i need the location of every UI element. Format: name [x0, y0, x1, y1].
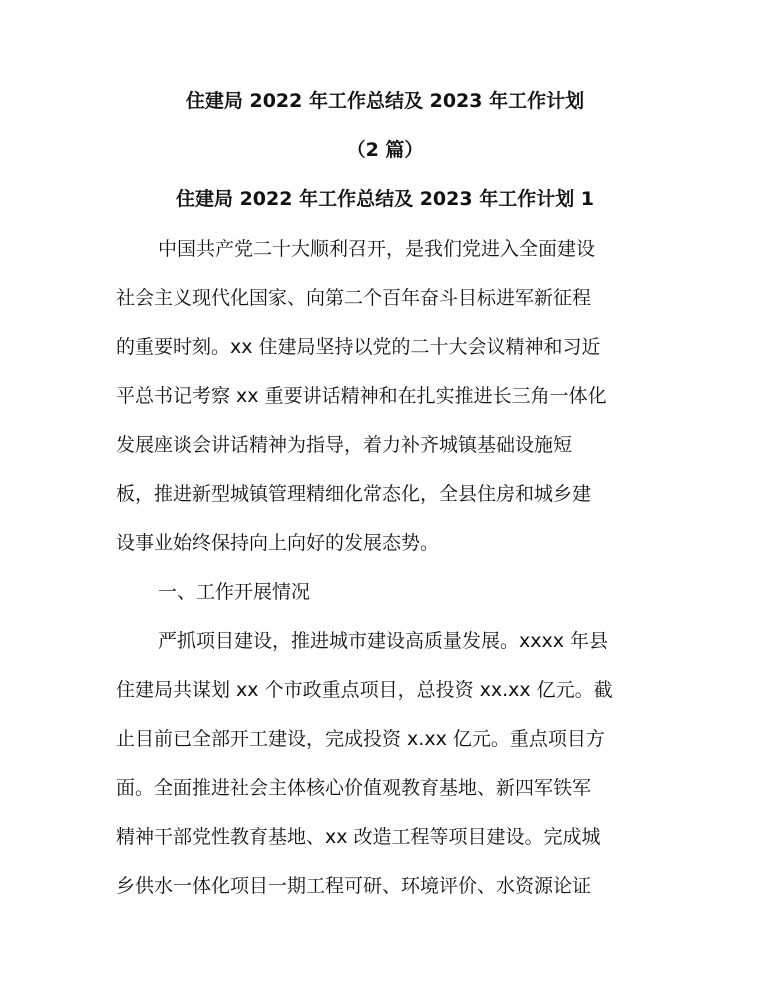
- paragraph-line: 严抓项目建设，推进城市建设高质量发展。xxxx 年县: [158, 630, 609, 652]
- document-subtitle: 住建局 2022 年工作总结及 2023 年工作计划 1: [175, 188, 595, 210]
- document-title-count: （2 篇）: [346, 139, 424, 161]
- paragraph-line: 平总书记考察 xx 重要讲话精神和在扎实推进长三角一体化: [116, 385, 607, 407]
- paragraph-line: 社会主义现代化国家、向第二个百年奋斗目标进军新征程: [116, 287, 592, 309]
- paragraph-line: 住建局共谋划 xx 个市政重点项目，总投资 xx.xx 亿元。截: [116, 679, 613, 701]
- paragraph-line: 乡供水一体化项目一期工程可研、环境评价、水资源论证: [116, 875, 592, 897]
- paragraph-line: 中国共产党二十大顺利召开，是我们党进入全面建设: [158, 238, 596, 260]
- paragraph-line: 发展座谈会讲话精神为指导，着力补齐城镇基础设施短: [116, 434, 573, 456]
- section-heading: 一、工作开展情况: [158, 581, 311, 603]
- paragraph-line: 设事业始终保持向上向好的发展态势。: [116, 532, 440, 554]
- paragraph-line: 板，推进新型城镇管理精细化常态化，全县住房和城乡建: [116, 483, 592, 505]
- paragraph-line: 精神干部党性教育基地、xx 改造工程等项目建设。完成城: [116, 826, 601, 848]
- document-title: 住建局 2022 年工作总结及 2023 年工作计划: [185, 90, 585, 112]
- paragraph-line: 的重要时刻。xx 住建局坚持以党的二十大会议精神和习近: [116, 336, 601, 358]
- paragraph-line: 面。全面推进社会主体核心价值观教育基地、新四军铁军: [116, 777, 592, 799]
- paragraph-line: 止目前已全部开工建设，完成投资 x.xx 亿元。重点项目方: [116, 728, 605, 750]
